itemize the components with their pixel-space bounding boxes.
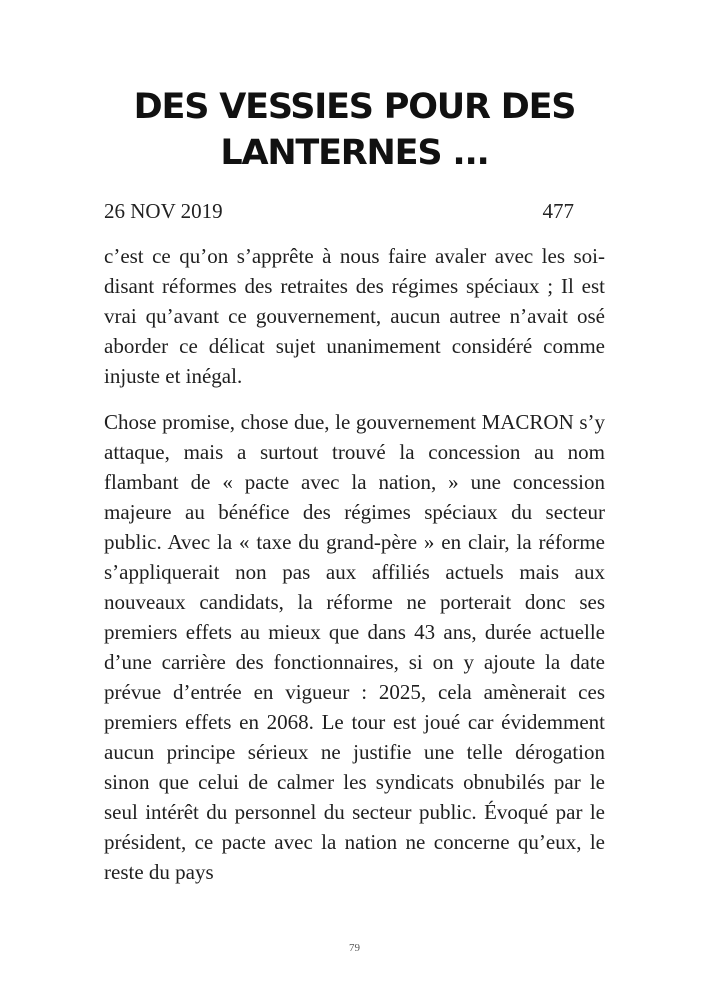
article-body xyxy=(104,241,605,903)
article-title xyxy=(100,84,609,176)
page-number: 79 xyxy=(349,942,360,954)
article-title-line-2: LANTERNES ... xyxy=(220,133,489,173)
paragraph-2: Chose promise, chose due, le gouvernement MACRON s’y attaque, mais a surtout trouvé la concession au nom flambant de « pacte avec la nation, » une concession majeure au bénéfice des régimes spéciaux du secteur public. Avec la « taxe du grand-père » en clair, la réforme s’appliquerait non pas aux affiliés actuels mais aux nouveaux candidats, la réforme ne porterait donc ses premiers effets au mieux que dans 43 ans, durée actuelle d’une carrière des fonctionnaires, si on y ajoute la date prévue d’entrée en vigueur : 2025, cela amènerait ces premiers effets en 2068. Le tour est joué car évidemment aucun principe sérieux ne justifie une telle dérogation sinon que celui de calmer les syndicats obnubilés par le seul intérêt du personnel du secteur public. Évoqué par le président, ce pacte avec la nation ne concerne qu’eux, le reste du pays xyxy=(104,410,605,884)
article-meta xyxy=(104,198,574,224)
article-date: 26 NOV 2019 xyxy=(104,199,223,223)
paragraph-1: c’est ce qu’on s’apprête à nous faire avaler avec les soi-disant réformes des retraites des régimes spéciaux ; Il est vrai qu’avant ce gouvernement, aucun autree n’avait osé aborder ce délicat sujet unanimement considéré comme injuste et inégal. xyxy=(104,244,605,388)
article-count: 477 xyxy=(542,199,574,223)
article-title-line-1: DES VESSIES POUR DES xyxy=(133,87,576,127)
